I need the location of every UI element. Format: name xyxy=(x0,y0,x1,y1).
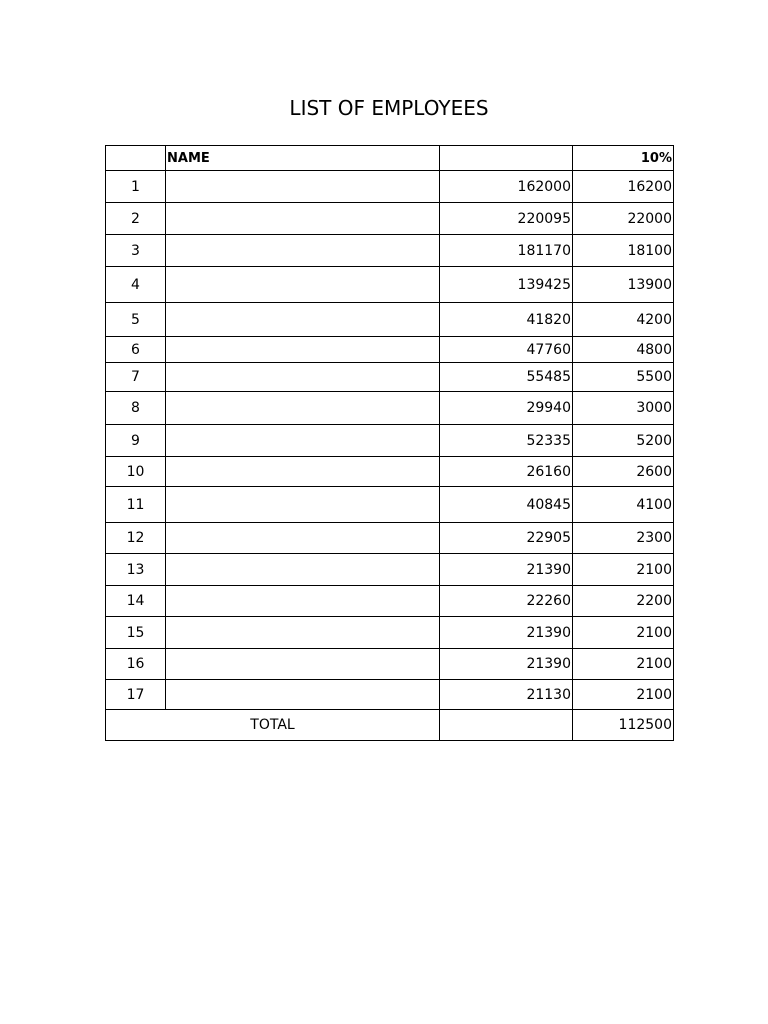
table-row xyxy=(106,203,674,235)
row-name-cell xyxy=(166,203,440,235)
row-sno-cell: 5 xyxy=(106,303,166,337)
table-row xyxy=(106,337,674,363)
table-row xyxy=(106,649,674,680)
row-sno-cell: 13 xyxy=(106,554,166,586)
total-percent-cell: 112500 xyxy=(573,710,674,741)
row-name-cell xyxy=(166,425,440,457)
row-percent-cell: 2200 xyxy=(573,586,674,617)
table-row xyxy=(106,680,674,710)
header-sno-cell xyxy=(106,146,166,171)
row-name-cell xyxy=(166,267,440,303)
row-percent-cell: 4200 xyxy=(573,303,674,337)
row-amount-cell: 47760 xyxy=(440,337,573,363)
row-name-cell xyxy=(166,337,440,363)
row-percent-cell: 2100 xyxy=(573,554,674,586)
row-name-cell xyxy=(166,171,440,203)
row-sno-cell: 4 xyxy=(106,267,166,303)
row-sno-cell: 12 xyxy=(106,523,166,554)
table-row xyxy=(106,586,674,617)
row-percent-cell: 22000 xyxy=(573,203,674,235)
row-name-cell xyxy=(166,586,440,617)
row-percent-cell: 2300 xyxy=(573,523,674,554)
row-amount-cell: 181170 xyxy=(440,235,573,267)
row-sno-cell: 2 xyxy=(106,203,166,235)
table-row xyxy=(106,425,674,457)
employee-table-body xyxy=(106,146,674,741)
row-sno-cell: 3 xyxy=(106,235,166,267)
row-amount-cell: 52335 xyxy=(440,425,573,457)
row-name-cell xyxy=(166,303,440,337)
employee-table xyxy=(105,145,674,741)
row-amount-cell: 26160 xyxy=(440,457,573,487)
row-amount-cell: 21390 xyxy=(440,649,573,680)
table-row xyxy=(106,523,674,554)
row-name-cell xyxy=(166,235,440,267)
table-row xyxy=(106,363,674,392)
row-name-cell xyxy=(166,617,440,649)
row-amount-cell: 40845 xyxy=(440,487,573,523)
table-row xyxy=(106,487,674,523)
row-sno-cell: 9 xyxy=(106,425,166,457)
table-row xyxy=(106,235,674,267)
row-amount-cell: 41820 xyxy=(440,303,573,337)
row-percent-cell: 2600 xyxy=(573,457,674,487)
row-name-cell xyxy=(166,457,440,487)
table-row xyxy=(106,171,674,203)
header-percent-cell: 10% xyxy=(573,146,674,171)
row-amount-cell: 139425 xyxy=(440,267,573,303)
row-sno-cell: 10 xyxy=(106,457,166,487)
row-amount-cell: 162000 xyxy=(440,171,573,203)
row-name-cell xyxy=(166,363,440,392)
row-percent-cell: 4100 xyxy=(573,487,674,523)
row-name-cell xyxy=(166,523,440,554)
row-percent-cell: 2100 xyxy=(573,617,674,649)
row-percent-cell: 4800 xyxy=(573,337,674,363)
row-name-cell xyxy=(166,680,440,710)
row-amount-cell: 21130 xyxy=(440,680,573,710)
row-percent-cell: 16200 xyxy=(573,171,674,203)
row-percent-cell: 2100 xyxy=(573,680,674,710)
row-sno-cell: 16 xyxy=(106,649,166,680)
row-name-cell xyxy=(166,392,440,425)
row-sno-cell: 11 xyxy=(106,487,166,523)
row-name-cell xyxy=(166,487,440,523)
row-name-cell xyxy=(166,649,440,680)
row-sno-cell: 6 xyxy=(106,337,166,363)
row-percent-cell: 5200 xyxy=(573,425,674,457)
table-row xyxy=(106,554,674,586)
row-percent-cell: 13900 xyxy=(573,267,674,303)
row-amount-cell: 22905 xyxy=(440,523,573,554)
row-sno-cell: 15 xyxy=(106,617,166,649)
row-amount-cell: 220095 xyxy=(440,203,573,235)
total-label-cell: TOTAL xyxy=(106,710,440,741)
row-name-cell xyxy=(166,554,440,586)
table-row xyxy=(106,392,674,425)
table-row xyxy=(106,267,674,303)
row-amount-cell: 22260 xyxy=(440,586,573,617)
row-percent-cell: 5500 xyxy=(573,363,674,392)
row-sno-cell: 8 xyxy=(106,392,166,425)
page-title: LIST OF EMPLOYEES xyxy=(289,96,489,120)
total-row xyxy=(106,710,674,741)
row-amount-cell: 21390 xyxy=(440,617,573,649)
table-row xyxy=(106,303,674,337)
table-row xyxy=(106,617,674,649)
row-percent-cell: 18100 xyxy=(573,235,674,267)
table-row xyxy=(106,457,674,487)
row-percent-cell: 3000 xyxy=(573,392,674,425)
table-header-row xyxy=(106,146,674,171)
row-amount-cell: 21390 xyxy=(440,554,573,586)
row-percent-cell: 2100 xyxy=(573,649,674,680)
total-amount-cell xyxy=(440,710,573,741)
header-name-cell: NAME xyxy=(166,146,440,171)
row-amount-cell: 29940 xyxy=(440,392,573,425)
row-sno-cell: 7 xyxy=(106,363,166,392)
header-amount-cell xyxy=(440,146,573,171)
row-sno-cell: 14 xyxy=(106,586,166,617)
row-amount-cell: 55485 xyxy=(440,363,573,392)
row-sno-cell: 1 xyxy=(106,171,166,203)
row-sno-cell: 17 xyxy=(106,680,166,710)
